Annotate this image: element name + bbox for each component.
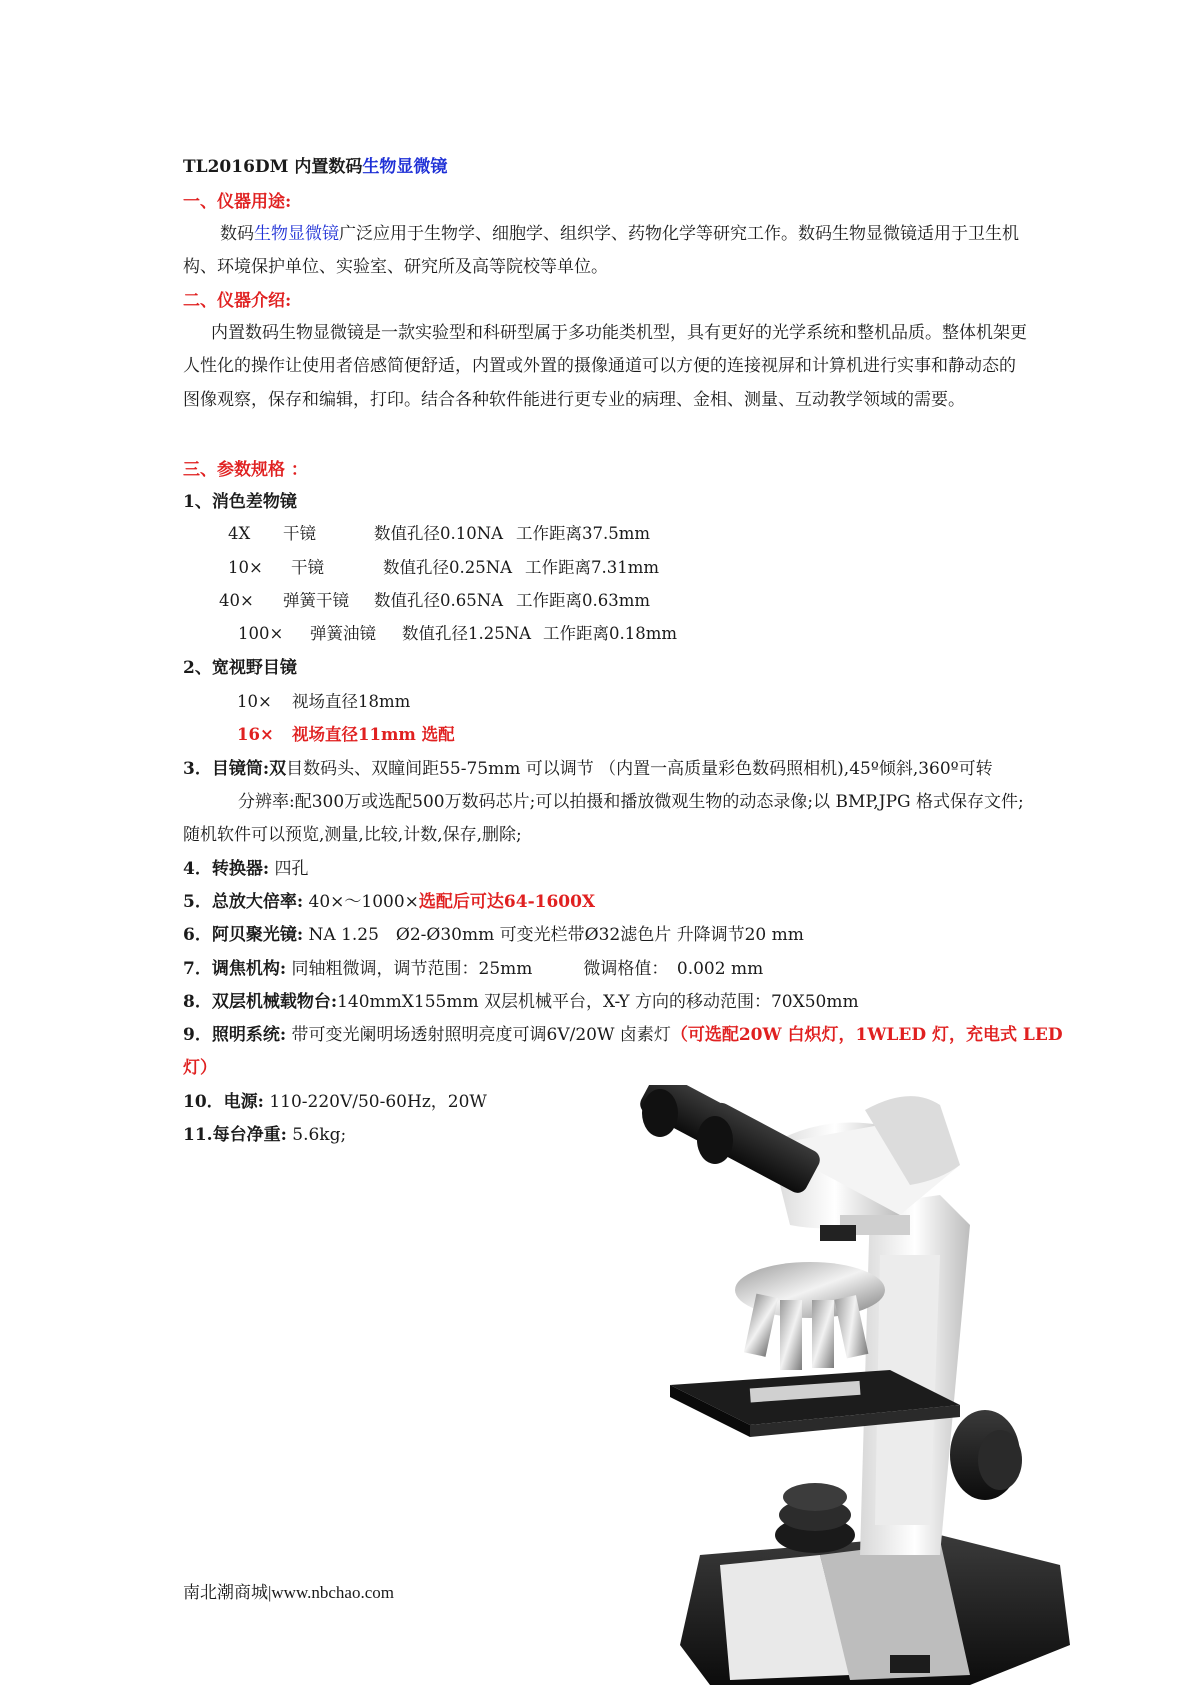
spec-item-6: 6．阿贝聚光镜: NA 1.25 Ø2-Ø30mm 可变光栏带Ø32滤色片 升降调节20 mm [183,925,804,945]
spec-item-3-resolution: 分辨率:配300万或选配500万数码芯片;可以拍摄和播放微观生物的动态录像;以 BMP,JPG 格式保存文件;随机软件可以预览,测量,比较,计数,保存,删除; [183,792,1024,846]
page-title [183,155,447,179]
title-prefix: TL2016DM 内置数码 [183,157,363,177]
spec-item-10: 10．电源: 110-220V/50-60Hz，20W [183,1092,487,1112]
eyepiece-heading: 2、宽视野目镜 [183,658,297,678]
section1-paragraph: 数码生物显微镜广泛应用于生物学、细胞学、组织学、药物化学等研究工作。数码生物显微镜适用于卫生机构、环境保护单位、实验室、研究所及高等院校等单位。 [183,224,1019,278]
footer-site[interactable]: 南北潮商城|www.nbchao.com [183,1583,394,1602]
spec-item-3: 3．目镜筒:双目数码头、双瞳间距55-75mm 可以调节 （内置一高质量彩色数码照相机),45º倾斜,360º可转 [183,759,993,779]
title-link[interactable]: 生物显微镜 [362,157,448,177]
spec-item-4: 4．转换器: 四孔 [183,859,309,879]
section2-heading: 二、仪器介绍: [183,291,292,311]
spec-item-8: 8．双层机械载物台:140mmX155mm 双层机械平台，X-Y 方向的移动范围：70X50mm [183,992,859,1012]
document-page: TL2016DM 内置数码生物显微镜 一、仪器用途: 数码生物显微镜广泛应用于生物学、细胞学、组织学、药物化学等研究工作。数码生物显微镜适用于卫生机构、环境保护单位、实验室、研究所及高等院校等单位。 二、仪器介绍: 内置数码生物显微镜是一款实验型和科研型属于多功能类机型，具有更好的光学系统和整机品质。整体机架更人性化的操作让使用者倍感简便舒适，内置或外置的摄像通道可以方便的连接视屏和计算机进行实事和静动态的图像观察，保存和编辑，打印。结合各种软件能进行更专业的病理、金相、测量、互动教学领域的需要。 三、参数规格 ： 1、消色差物镜 4X 干镜 数值孔径0.10NA 工作距离37.5mm 10× 干镜 数值孔径0.25NA 工作距离7.31mm 40× 弹簧干镜 数值孔径0.65NA 工作距离0.63mm 100× 弹簧油镜 数值孔径1.25NA 工作距离0.18mm 2、宽视野目镜 10× 视场直径18mm 16× 视场直径11mm 选配 3．目镜筒:双目数码头、双瞳间距55-75mm 可以调节 （内置一高质量彩色数码照相机),45º倾斜,360º可转 分辨率:配300万或选配500万数码芯片;可以拍摄和播放微观生物的动态录像;以 BMP,JPG 格式保存文件;随机软件可以预览,测量,比较,计数,保存,删除; 4．转换器: 四孔 5．总放大倍率: 40×～1000×选配后可达64-1600X 6．阿贝聚光镜: NA 1.25 Ø2-Ø30mm 可变光栏带Ø32滤色片 升降调节20 mm 7．调焦机构: 同轴粗微调，调节范围：25mm 微调格值： 0.002 mm 8．双层机械载物台:140mmX155mm 双层机械平台，X-Y 方向的移动范围：70X50mm 9．照明系统: 带可变光阑明场透射照明亮度可调6V/20W 卤素灯（可选配20W 白炽灯，1WLED 灯，充电式 LED 灯） 10．电源: 110-220V/50-60Hz，20W 11.每台净重: 5.6kg; 南北潮商城|www.nbchao.com [0,0,1200,1697]
objectives-heading: 1、消色差物镜 [183,492,297,512]
spec-item-9-cont: 灯） [183,1058,217,1078]
section1-heading: 一、仪器用途: [183,192,292,212]
section3-heading: 三、参数规格 ： [183,460,308,480]
spec-item-11: 11.每台净重: 5.6kg; [183,1125,347,1145]
spec-item-5: 5．总放大倍率: 40×～1000×选配后可达64-1600X [183,892,596,912]
spec-item-7: 7．调焦机构: 同轴粗微调，调节范围：25mm 微调格值： 0.002 mm [183,959,764,979]
microscope-photo [640,1085,1080,1697]
microscope-link[interactable]: 生物显微镜 [254,224,339,244]
spec-item-9: 9．照明系统: 带可变光阑明场透射照明亮度可调6V/20W 卤素灯（可选配20W 白炽灯，1WLED 灯，充电式 LED [183,1025,1063,1045]
section2-paragraph: 内置数码生物显微镜是一款实验型和科研型属于多功能类机型，具有更好的光学系统和整机品质。整体机架更人性化的操作让使用者倍感简便舒适，内置或外置的摄像通道可以方便的连接视屏和计算机进行实事和静动态的图像观察，保存和编辑，打印。结合各种软件能进行更专业的病理、金相、测量、互动教学领域的需要。 [183,323,1027,410]
